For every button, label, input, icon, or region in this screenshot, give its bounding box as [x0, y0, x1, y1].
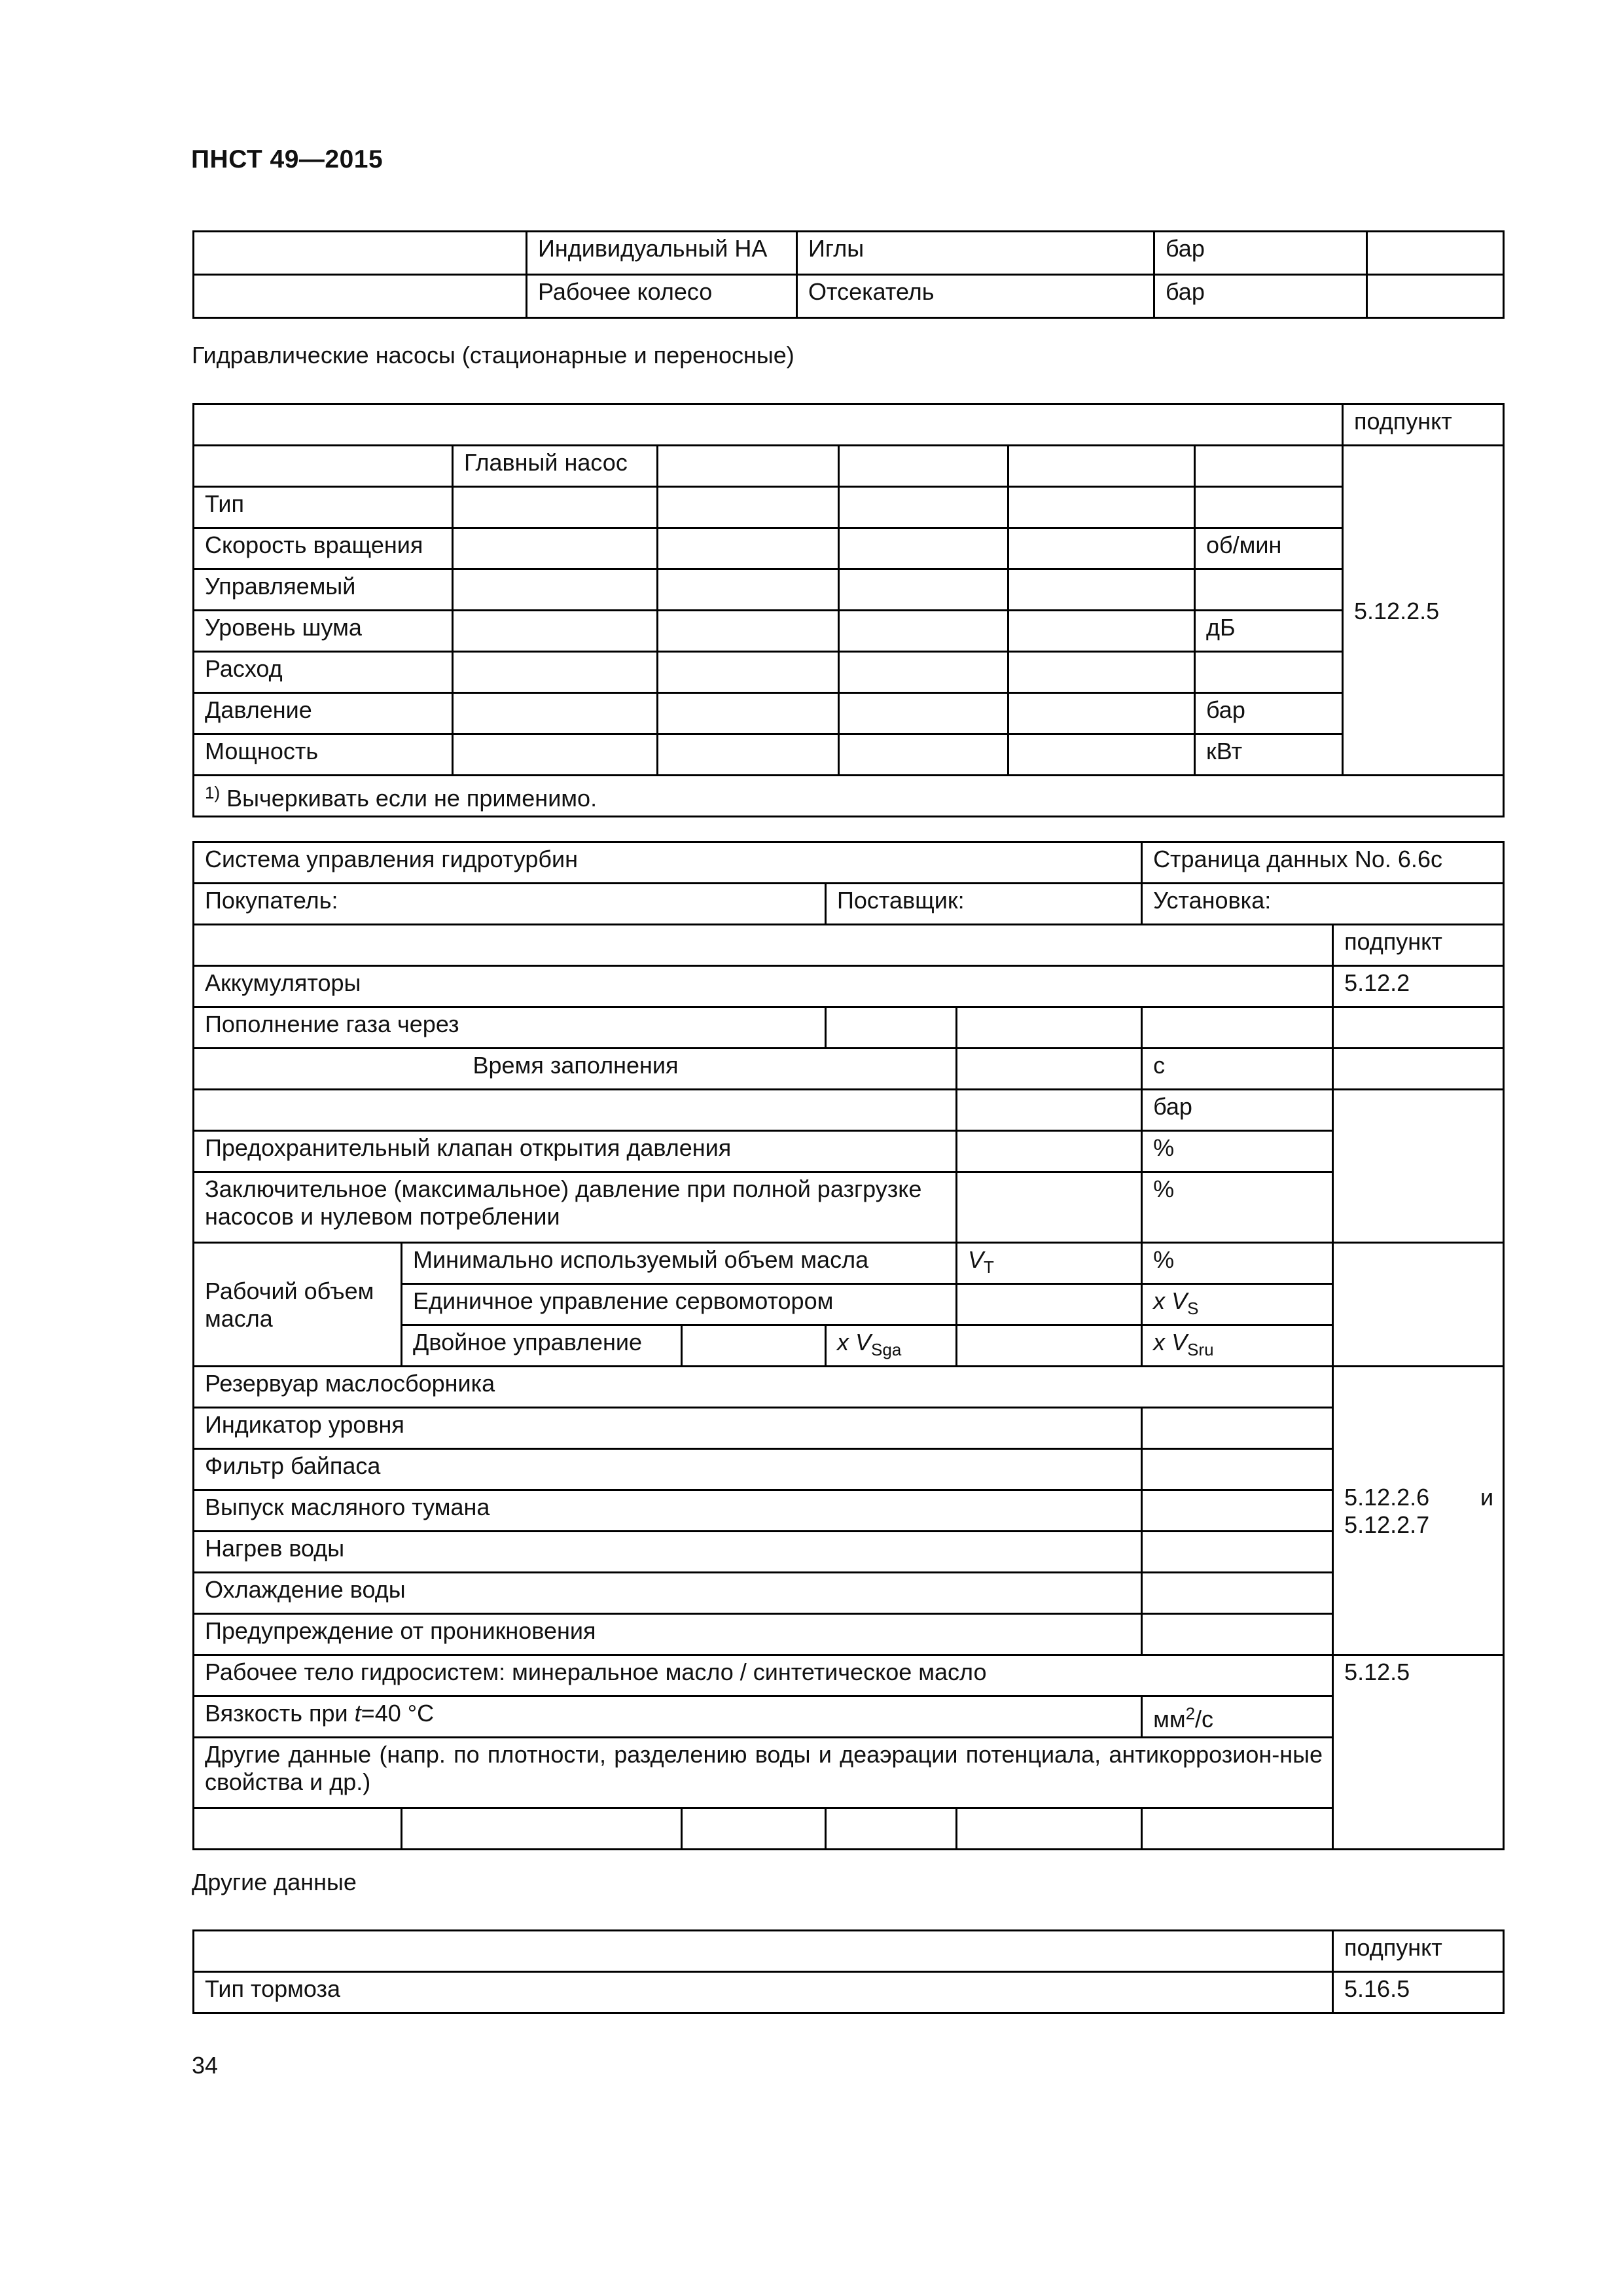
table-row	[194, 1573, 1504, 1614]
unit-cell: дБ	[1195, 611, 1343, 652]
table-row	[194, 693, 1504, 734]
table-cell: Индивидуальный НА	[527, 232, 797, 275]
table-cell	[826, 1808, 957, 1850]
unit-cell: %	[1142, 1243, 1333, 1284]
table-cell	[194, 446, 453, 487]
unit-cell: кВт	[1195, 734, 1343, 776]
row-label: Выпуск масляного тумана	[194, 1490, 1142, 1532]
table-cell	[957, 1049, 1142, 1090]
symbol-cell	[1142, 1284, 1333, 1325]
ref-part: и	[1480, 1484, 1494, 1511]
table-cell	[658, 446, 839, 487]
table-cell	[1333, 1243, 1504, 1367]
table-row	[194, 487, 1504, 528]
table-cell: бар	[1154, 275, 1367, 318]
table-cell	[1008, 446, 1195, 487]
table-row	[194, 611, 1504, 652]
table-cell	[194, 404, 1343, 446]
installation-field: Установка:	[1142, 884, 1504, 925]
table-cell	[1142, 1408, 1333, 1449]
table-cell	[957, 1325, 1142, 1367]
buyer-field: Покупатель:	[194, 884, 826, 925]
table-row	[194, 1532, 1504, 1573]
symbol: x V	[837, 1329, 872, 1355]
unit-cell	[1195, 569, 1343, 611]
table-cell	[826, 1007, 957, 1049]
table-row	[194, 734, 1504, 776]
unit-cell: бар	[1142, 1090, 1333, 1131]
row-label: Предупреждение от проникновения	[194, 1614, 1142, 1655]
main-pump-header: Главный насос	[453, 446, 658, 487]
unit-part: /с	[1195, 1706, 1214, 1732]
label-part: Рабочий объем	[205, 1278, 374, 1304]
table-row	[194, 1931, 1504, 1972]
table-row	[194, 404, 1504, 446]
subscript: T	[984, 1257, 994, 1277]
table-row	[194, 1738, 1504, 1808]
symbol: t	[354, 1700, 361, 1727]
table-cell	[682, 1325, 826, 1367]
row-label: Минимально используемый объем масла	[402, 1243, 957, 1284]
symbol: x V	[1153, 1287, 1188, 1314]
table-cell	[1195, 446, 1343, 487]
unit-cell: %	[1142, 1172, 1333, 1243]
symbol: V	[968, 1246, 984, 1273]
row-label	[194, 1696, 1142, 1738]
row-label: Нагрев воды	[194, 1532, 1142, 1573]
table-cell: Отсекатель	[797, 275, 1154, 318]
table-cell	[1367, 232, 1504, 275]
unit-cell	[1195, 487, 1343, 528]
footnote-text: Вычеркивать если не применимо.	[220, 785, 597, 812]
table-row	[194, 884, 1504, 925]
row-label: Время заполнения	[194, 1049, 957, 1090]
table-cell	[194, 925, 1333, 966]
table-row	[194, 652, 1504, 693]
table-cell	[1333, 1049, 1504, 1090]
table-cell	[1142, 1007, 1333, 1049]
table-cell	[1142, 1573, 1333, 1614]
table-cell	[194, 275, 527, 318]
row-label: Двойное управление	[402, 1325, 682, 1367]
table-cell: Рабочее колесо	[527, 275, 797, 318]
table-cell	[194, 232, 527, 275]
table-row	[194, 1655, 1504, 1696]
row-label: Расход	[194, 652, 453, 693]
table-cell	[1367, 275, 1504, 318]
table-cell: Иглы	[797, 232, 1154, 275]
ref-part: 5.12.2.7	[1344, 1511, 1430, 1538]
table-row	[194, 1614, 1504, 1655]
subclause-header: подпункт	[1333, 925, 1504, 966]
table-row	[194, 842, 1504, 884]
table-cell	[839, 446, 1008, 487]
table-row	[194, 1408, 1504, 1449]
other-data-table	[192, 1929, 1505, 2014]
symbol-cell	[826, 1325, 957, 1367]
table-row	[194, 776, 1504, 817]
table-cell: бар	[1154, 232, 1367, 275]
table-row	[194, 1367, 1504, 1408]
table-row	[194, 925, 1504, 966]
row-label: Охлаждение воды	[194, 1573, 1142, 1614]
table-cell	[957, 1172, 1142, 1243]
table-row	[194, 966, 1504, 1007]
row-label: Управляемый	[194, 569, 453, 611]
table-row	[194, 528, 1504, 569]
table-row	[194, 1007, 1504, 1049]
row-label: Давление	[194, 693, 453, 734]
table-row	[194, 569, 1504, 611]
subscript: Sga	[871, 1340, 902, 1359]
footnote-mark: 1)	[205, 783, 221, 802]
table-row	[194, 232, 1504, 275]
ref-part: 5.12.2.6	[1344, 1484, 1430, 1511]
table-cell	[194, 1931, 1333, 1972]
table-cell	[957, 1808, 1142, 1850]
turbine-parts-table	[192, 230, 1505, 319]
subclause-header: подпункт	[1333, 1931, 1504, 1972]
table-row	[194, 1172, 1504, 1243]
row-label: Фильтр байпаса	[194, 1449, 1142, 1490]
row-label: Предохранительный клапан открытия давления	[194, 1131, 957, 1172]
subclause-ref: 5.16.5	[1333, 1972, 1504, 2013]
row-label: Скорость вращения	[194, 528, 453, 569]
table-row	[194, 1243, 1504, 1284]
table-cell	[1142, 1490, 1333, 1532]
subclause-ref: 5.12.2.5	[1343, 446, 1504, 776]
table-cell	[194, 1090, 957, 1131]
superscript: 2	[1185, 1704, 1196, 1723]
label-part: =40 °С	[361, 1700, 435, 1727]
supplier-field: Поставщик:	[826, 884, 1142, 925]
row-label: Тип	[194, 487, 453, 528]
unit-cell: бар	[1195, 693, 1343, 734]
subscript: Sru	[1187, 1340, 1214, 1359]
subclause-ref: 5.12.2	[1333, 966, 1504, 1007]
table-cell	[194, 1808, 402, 1850]
symbol-cell	[1142, 1325, 1333, 1367]
label-part: масла	[205, 1305, 273, 1332]
table-cell	[1142, 1614, 1333, 1655]
table-row	[194, 1808, 1504, 1850]
subclause-ref	[1333, 1367, 1504, 1655]
row-label: Мощность	[194, 734, 453, 776]
table-row	[194, 1049, 1504, 1090]
page-number: 34	[192, 2052, 219, 2079]
table-cell	[1142, 1449, 1333, 1490]
unit-cell: об/мин	[1195, 528, 1343, 569]
row-label: Другие данные (напр. по плотности, разделению воды и деаэрации потенциала, антикоррозион-ные свойства и др.)	[194, 1738, 1333, 1808]
row-label: Индикатор уровня	[194, 1408, 1142, 1449]
section-caption: Гидравлические насосы (стационарные и переносные)	[192, 342, 794, 368]
row-label: Аккумуляторы	[194, 966, 1333, 1007]
row-label: Заключительное (максимальное) давление при полной разгрузке насосов и нулевом потреблении	[194, 1172, 957, 1243]
row-label: Резервуар маслосборника	[194, 1367, 1333, 1408]
symbol-cell	[957, 1243, 1142, 1284]
unit-part: мм	[1153, 1706, 1186, 1732]
table-row	[194, 1490, 1504, 1532]
table-row	[194, 1090, 1504, 1131]
subscript: S	[1187, 1299, 1199, 1318]
row-label: Рабочее тело гидросистем: минеральное масло / синтетическое масло	[194, 1655, 1333, 1696]
label-part: Вязкость при	[205, 1700, 355, 1727]
row-label: Тип тормоза	[194, 1972, 1333, 2013]
table-cell	[1333, 1007, 1504, 1049]
table-cell	[682, 1808, 826, 1850]
hydraulic-pumps-table	[192, 403, 1505, 817]
subclause-ref: 5.12.5	[1333, 1655, 1504, 1850]
table-cell	[957, 1090, 1142, 1131]
control-system-table	[192, 841, 1505, 1850]
unit-cell	[1195, 652, 1343, 693]
row-label: Уровень шума	[194, 611, 453, 652]
row-label: Пополнение газа через	[194, 1007, 826, 1049]
unit-cell: с	[1142, 1049, 1333, 1090]
subclause-header: подпункт	[1343, 404, 1504, 446]
data-page: Страница данных No. 6.6c	[1142, 842, 1504, 884]
symbol: x V	[1153, 1329, 1188, 1355]
table-cell	[957, 1131, 1142, 1172]
table-cell	[957, 1284, 1142, 1325]
table-cell	[1142, 1808, 1333, 1850]
table-row	[194, 1972, 1504, 2013]
unit-cell	[1142, 1696, 1333, 1738]
working-volume-label	[194, 1243, 402, 1367]
table-row	[194, 1131, 1504, 1172]
system-title: Система управления гидротурбин	[194, 842, 1142, 884]
table-cell	[1142, 1532, 1333, 1573]
unit-cell: %	[1142, 1131, 1333, 1172]
document-id: ПНСТ 49—2015	[191, 145, 383, 173]
table-row	[194, 1696, 1504, 1738]
table-cell	[957, 1007, 1142, 1049]
table-row	[194, 275, 1504, 318]
row-label: Единичное управление сервомотором	[402, 1284, 957, 1325]
table-row	[194, 1449, 1504, 1490]
table-cell	[402, 1808, 682, 1850]
table-row	[194, 446, 1504, 487]
footnote	[194, 776, 1504, 817]
section-caption: Другие данные	[192, 1869, 357, 1895]
table-cell	[1333, 1090, 1504, 1243]
